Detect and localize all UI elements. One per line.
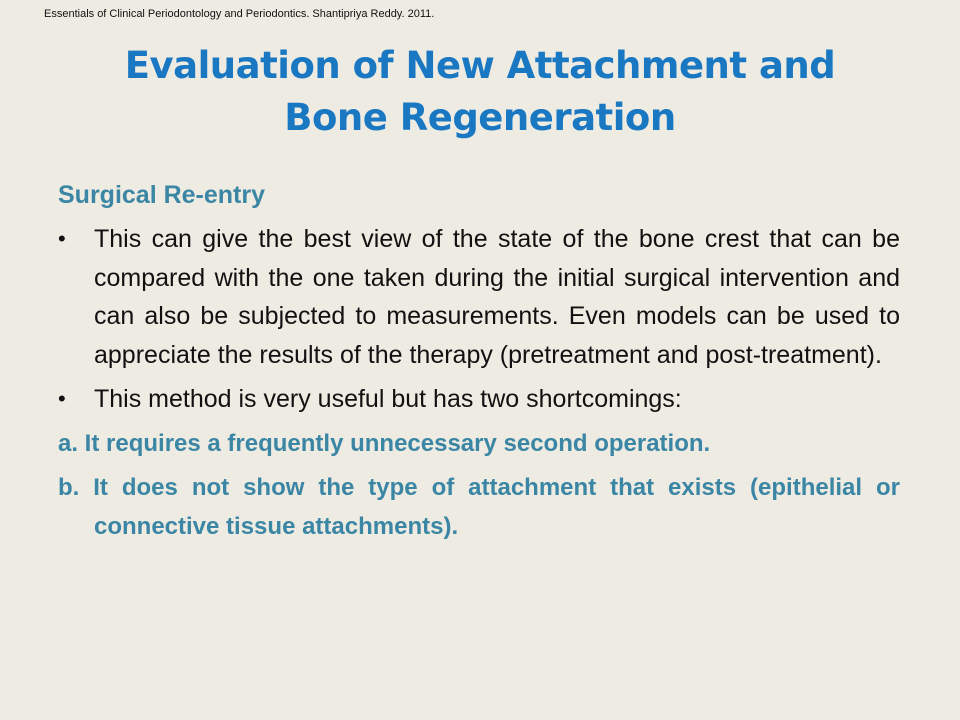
shortcoming-a: a. It requires a frequently unnecessary second operation. (58, 429, 711, 457)
bullet-text: This method is very useful but has two shortcomings: (94, 385, 682, 413)
subheading: Surgical Re-entry (58, 181, 266, 209)
title-line-2: Bone Regeneration (284, 96, 676, 139)
bullet-item (58, 220, 900, 374)
shortcoming-b: b. It does not show the type of attachment that exists (epithelial or connective tissue attachments). (58, 474, 900, 540)
slide-title (60, 40, 900, 144)
bullet-item (58, 380, 900, 419)
slide-content (58, 176, 900, 546)
bullet-text: This can give the best view of the state of the bone crest that can be compared with the one taken during the initial surgical intervention and can also be subjected to measurements. Even models can be used to appreciate the results of the therapy (pretreatment and post-treatment). (94, 225, 900, 369)
bullet-marker: • (58, 386, 66, 411)
citation: Essentials of Clinical Periodontology and Periodontics. Shantipriya Reddy. 2011. (44, 8, 435, 20)
title-line-1: Evaluation of New Attachment and (124, 44, 836, 87)
bullet-marker: • (58, 226, 66, 251)
